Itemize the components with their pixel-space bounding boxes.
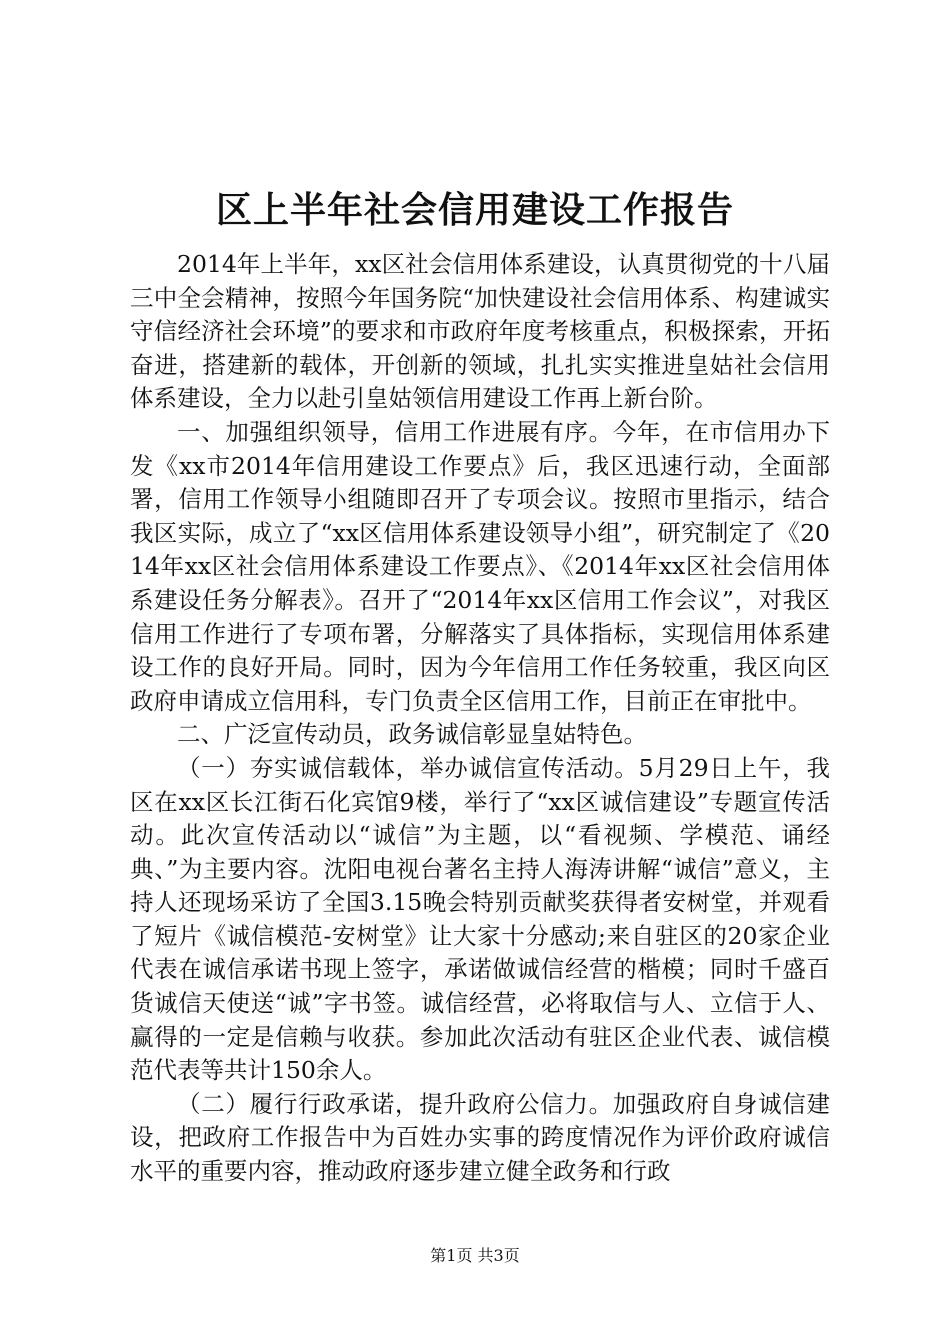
document-body [130,248,830,1189]
document-title: 区上半年社会信用建设工作报告 [215,189,734,231]
paragraph-section-1: 一、加强组织领导，信用工作进展有序。今年，在市信用办下发《xx市2014年信用建设工作要点》后，我区迅速行动，全面部署，信用工作领导小组随即召开了专项会议。按照市里指示，结合我区实际，成立了“xx区信用体系建设领导小组”，研究制定了《2014年xx区社会信用体系建设工作要点》、《2014年xx区社会信用体系建设任务分解表》。召开了“2014年xx区信用工作会议”，对我区信用工作进行了专项布署，分解落实了具体指标，实现信用体系建设工作的良好开局。同时，因为今年信用工作任务较重，我区向区政府申请成立信用科，专门负责全区信用工作，目前正在审批中。 [130,417,830,715]
page-footer: 第1页 共3页 [430,1246,520,1265]
paragraph-section-2-item-1: （一）夯实诚信载体，举办诚信宣传活动。5月29日上午，我区在xx区长江街石化宾馆9楼，举行了“xx区诚信建设”专题宣传活动。此次宣传活动以“诚信”为主题，以“看视频、学模范、诵经典、”为主要内容。沈阳电视台著名主持人海涛讲解“诚信”意义，主持人还现场采访了全国3.15晚会特别贡献奖获得者安树堂，并观看了短片《诚信模范-安树堂》让大家十分感动;来自驻区的20家企业代表在诚信承诺书现上签字，承诺做诚信经营的楷模；同时千盛百货诚信天使送“诚”字书签。诚信经营，必将取信与人、立信于人、赢得的一定是信赖与收获。参加此次活动有驻区企业代表、诚信模范代表等共计150余人。 [130,753,830,1085]
paragraph-intro: 2014年上半年，xx区社会信用体系建设，认真贯彻党的十八届三中全会精神，按照今年国务院“加快建设社会信用体系、构建诚实守信经济社会环境”的要求和市政府年度考核重点，积极探索，开拓奋进，搭建新的载体，开创新的领域，扎扎实实推进皇姑社会信用体系建设，全力以赴引皇姑领信用建设工作再上新台阶。 [130,250,830,413]
paragraph-section-2-heading: 二、广泛宣传动员，政务诚信彰显皇姑特色。 [177,720,647,749]
paragraph-section-2-item-2: （二）履行行政承诺，提升政府公信力。加强政府自身诚信建设，把政府工作报告中为百姓办实事的跨度情况作为评价政府诚信水平的重要内容，推动政府逐步建立健全政务和行政 [130,1089,830,1186]
